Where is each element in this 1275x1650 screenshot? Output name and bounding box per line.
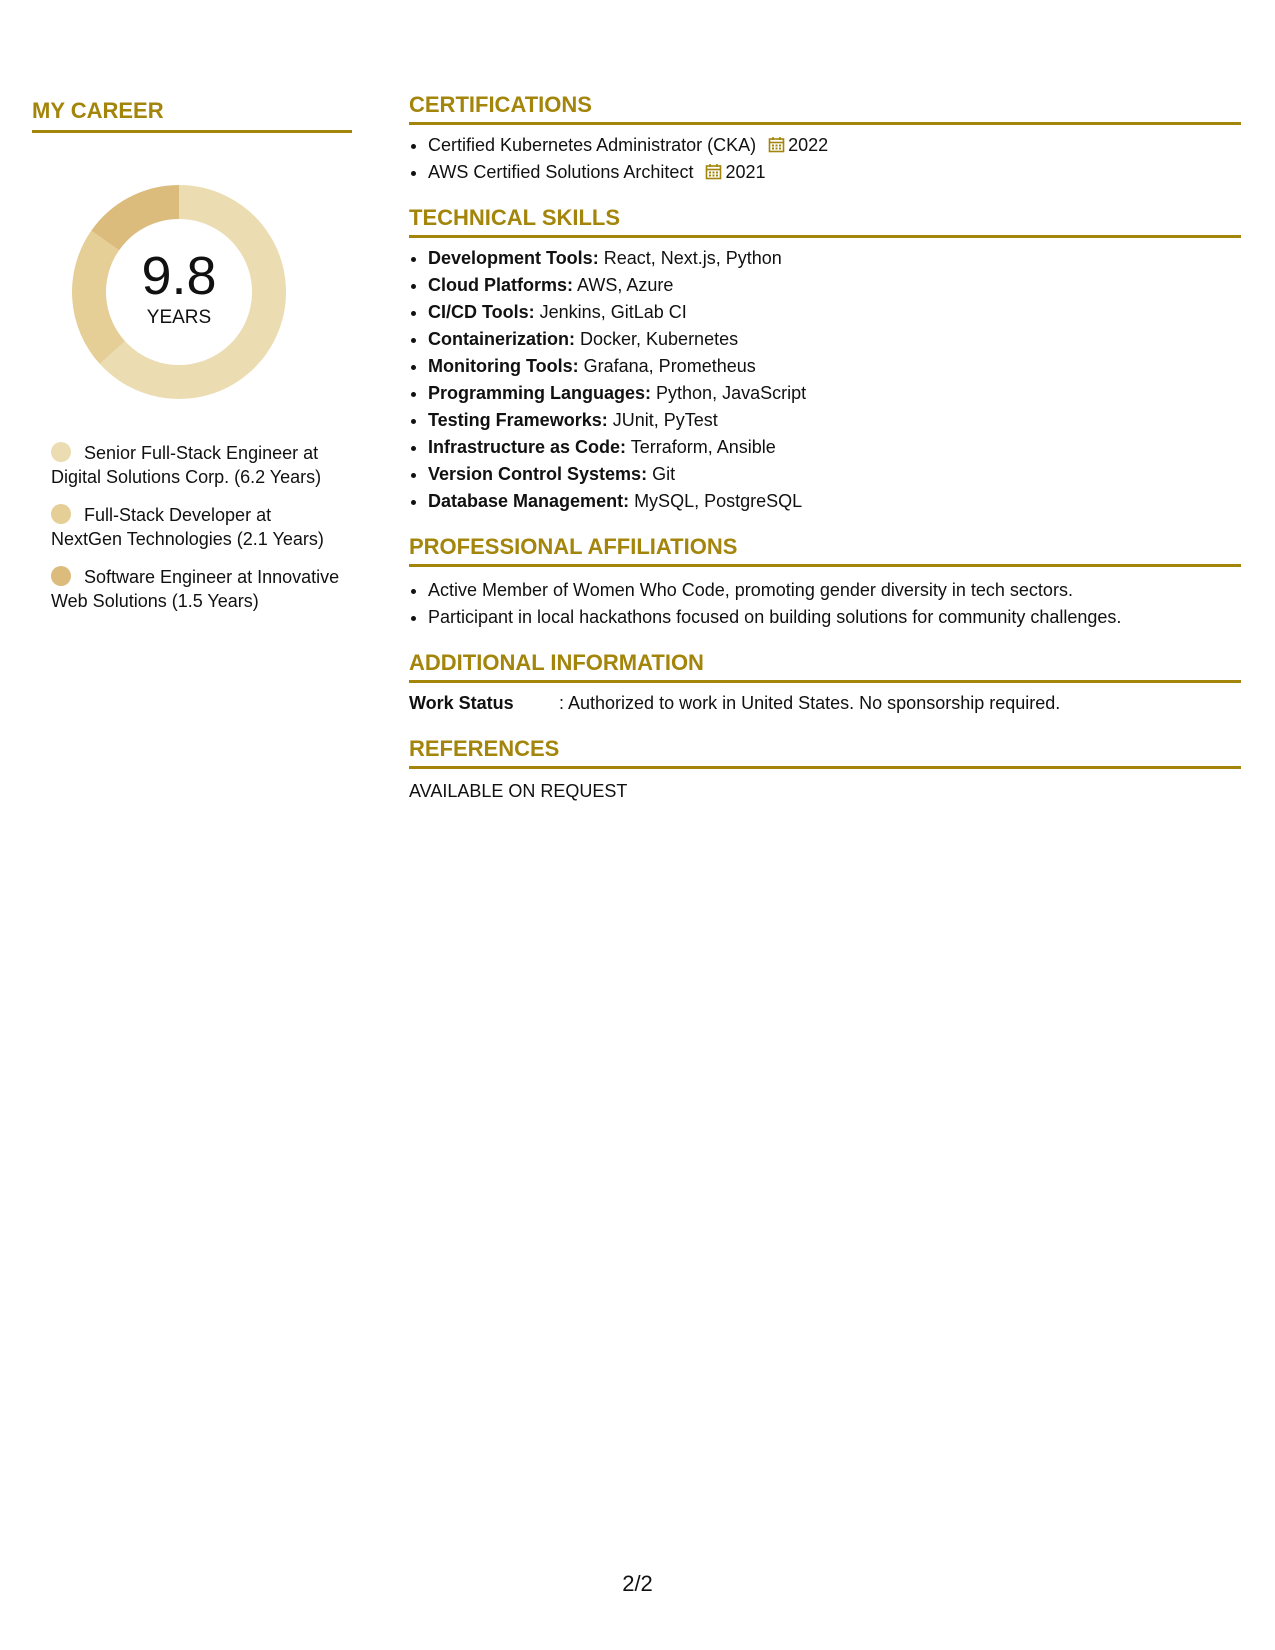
skill-item bbox=[428, 461, 1241, 488]
legend-item bbox=[51, 441, 341, 489]
skill-item bbox=[428, 353, 1241, 380]
skill-value: MySQL, PostgreSQL bbox=[629, 491, 803, 511]
skill-key: Development Tools: bbox=[428, 248, 599, 268]
skill-item bbox=[428, 272, 1241, 299]
certifications-title: CERTIFICATIONS bbox=[409, 92, 1241, 125]
skill-item bbox=[428, 488, 1241, 515]
skill-key: Testing Frameworks: bbox=[428, 410, 608, 430]
skills-list bbox=[409, 245, 1241, 515]
skill-item bbox=[428, 326, 1241, 353]
skill-key: CI/CD Tools: bbox=[428, 302, 535, 322]
certification-year: 2022 bbox=[788, 135, 829, 155]
certification-item bbox=[428, 132, 1241, 159]
skill-key: Programming Languages: bbox=[428, 383, 652, 403]
work-status-row bbox=[409, 691, 1241, 715]
legend-label: Software Engineer at Innovative Web Solutions (1.5 Years) bbox=[51, 567, 340, 611]
skill-item bbox=[428, 407, 1241, 434]
skill-key: Database Management: bbox=[428, 491, 630, 511]
calendar-icon bbox=[768, 134, 785, 151]
affiliations-title: PROFESSIONAL AFFILIATIONS bbox=[409, 534, 1241, 567]
certification-name: AWS Certified Solutions Architect bbox=[428, 162, 694, 182]
skill-item bbox=[428, 299, 1241, 326]
legend-label: Senior Full-Stack Engineer at Digital Solutions Corp. (6.2 Years) bbox=[51, 443, 322, 487]
career-column bbox=[32, 92, 352, 627]
references-text: AVAILABLE ON REQUEST bbox=[409, 781, 628, 801]
legend-item bbox=[51, 565, 341, 613]
career-title: MY CAREER bbox=[32, 98, 352, 133]
certification-name: Certified Kubernetes Administrator (CKA) bbox=[428, 135, 757, 155]
legend-dot bbox=[51, 566, 71, 586]
skill-value: Docker, Kubernetes bbox=[575, 329, 739, 349]
legend-dot bbox=[51, 442, 71, 462]
certifications-list bbox=[409, 132, 1241, 186]
skill-item bbox=[428, 380, 1241, 407]
donut-center bbox=[66, 179, 292, 405]
work-status-value: : Authorized to work in United States. No sponsorship required. bbox=[559, 693, 1061, 713]
legend-dot bbox=[51, 504, 71, 524]
skill-value: JUnit, PyTest bbox=[607, 410, 718, 430]
skill-key: Monitoring Tools: bbox=[428, 356, 579, 376]
skill-value: Terraform, Ansible bbox=[626, 437, 776, 457]
career-legend bbox=[51, 441, 341, 613]
main-column bbox=[409, 92, 1241, 802]
affiliation-item: • Active Member of Women Who Code, promoting gender diversity in tech sectors. bbox=[428, 577, 1241, 604]
total-years-value: 9.8 bbox=[141, 246, 217, 306]
skill-value: Jenkins, GitLab CI bbox=[534, 302, 687, 322]
calendar-icon bbox=[705, 161, 722, 178]
skill-key: Containerization: bbox=[428, 329, 575, 349]
skill-value: Python, JavaScript bbox=[651, 383, 807, 403]
skill-value: AWS, Azure bbox=[573, 275, 674, 295]
affiliations-list bbox=[409, 577, 1241, 631]
skill-key: Infrastructure as Code: bbox=[428, 437, 627, 457]
skill-value: Git bbox=[647, 464, 676, 484]
legend-item bbox=[51, 503, 341, 551]
skill-item bbox=[428, 245, 1241, 272]
total-years-unit: YEARS bbox=[146, 307, 212, 328]
skill-key: Cloud Platforms: bbox=[428, 275, 574, 295]
certification-item bbox=[428, 159, 1241, 186]
skill-value: React, Next.js, Python bbox=[598, 248, 782, 268]
page-number: 2/2 bbox=[622, 1571, 653, 1596]
skill-value: Grafana, Prometheus bbox=[578, 356, 756, 376]
legend-label: Full-Stack Developer at NextGen Technologies (2.1 Years) bbox=[51, 505, 324, 549]
skill-item bbox=[428, 434, 1241, 461]
work-status-label: Work Status bbox=[409, 693, 514, 713]
additional-info-title: ADDITIONAL INFORMATION bbox=[409, 650, 1241, 683]
career-donut-chart bbox=[66, 179, 292, 405]
certification-year: 2021 bbox=[725, 162, 766, 182]
affiliation-item: • Participant in local hackathons focused on building solutions for community challenges. bbox=[428, 604, 1241, 631]
references-title: REFERENCES bbox=[409, 736, 1241, 769]
skill-key: Version Control Systems: bbox=[428, 464, 648, 484]
skills-title: TECHNICAL SKILLS bbox=[409, 205, 1241, 238]
